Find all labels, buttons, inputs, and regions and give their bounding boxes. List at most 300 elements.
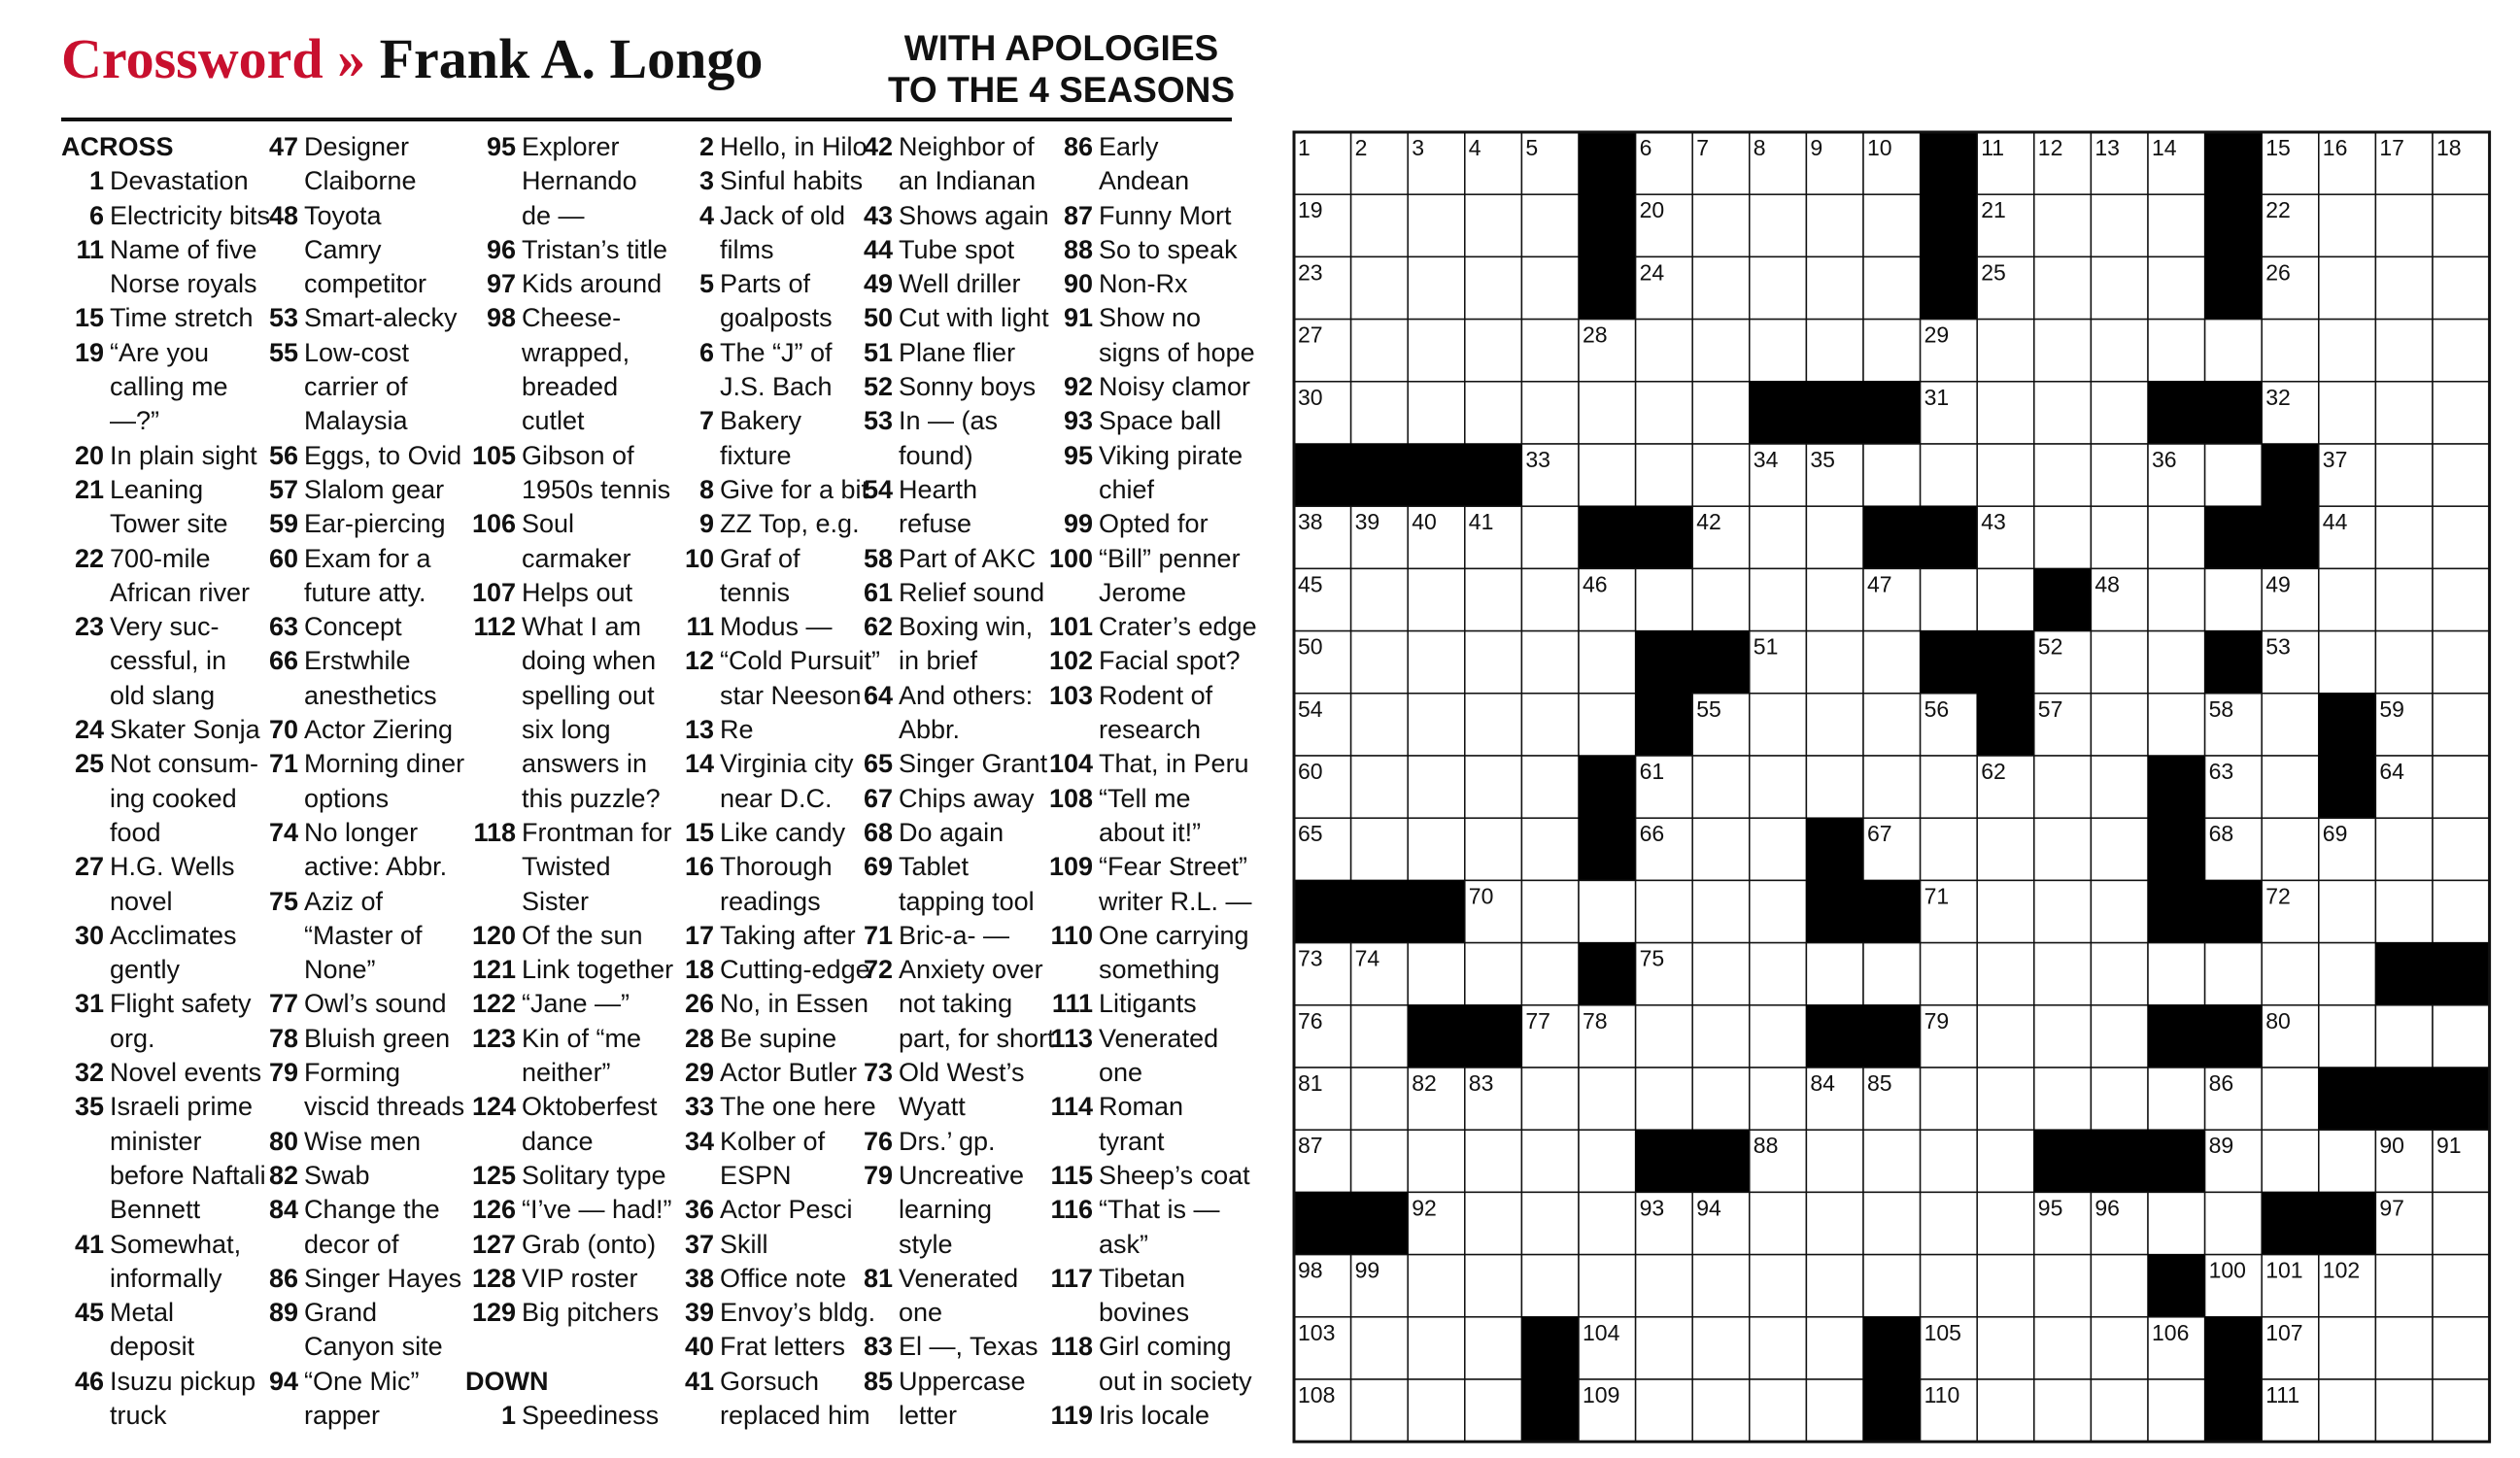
clue-number: 31	[74, 989, 104, 1019]
grid-cell[interactable]	[1408, 320, 1465, 382]
crossword-grid[interactable]	[1292, 130, 2497, 1443]
grid-cell[interactable]	[1521, 506, 1579, 568]
grid-cell[interactable]	[2091, 1379, 2148, 1441]
grid-cell[interactable]	[1521, 568, 1579, 630]
grid-cell[interactable]	[1750, 818, 1807, 880]
grid-cell[interactable]	[1750, 756, 1807, 818]
clue-line	[675, 233, 880, 267]
grid-cell[interactable]	[1521, 1192, 1579, 1254]
grid-cell[interactable]	[1750, 256, 1807, 319]
grid-cell[interactable]	[1636, 1317, 1693, 1379]
clue-number: 32	[74, 1058, 104, 1088]
grid-cell[interactable]	[1806, 631, 1863, 694]
grid-cell[interactable]	[2375, 194, 2433, 256]
grid-cell[interactable]	[1521, 818, 1579, 880]
grid-cell[interactable]	[1692, 818, 1750, 880]
block-cell	[1636, 506, 1693, 568]
grid-cell[interactable]	[2319, 194, 2376, 256]
grid-cell[interactable]	[2433, 1379, 2490, 1441]
grid-cell[interactable]	[1579, 1130, 1636, 1192]
clue-number: 61	[863, 577, 893, 607]
grid-cell[interactable]	[1806, 943, 1863, 1005]
grid-cell[interactable]	[1465, 943, 1522, 1005]
grid-cell[interactable]	[2375, 320, 2433, 382]
grid-cell[interactable]	[1636, 382, 1693, 444]
grid-cell[interactable]	[2433, 1005, 2490, 1068]
grid-cell[interactable]	[1465, 756, 1522, 818]
grid-cell[interactable]	[2375, 880, 2433, 942]
grid-cell[interactable]	[1863, 444, 1921, 506]
clue-number: 106	[471, 509, 516, 539]
grid-cell[interactable]	[2034, 943, 2092, 1005]
grid-cell[interactable]	[1750, 1379, 1807, 1441]
grid-cell[interactable]	[2375, 382, 2433, 444]
clue-line	[265, 885, 464, 919]
grid-cell[interactable]	[1692, 880, 1750, 942]
grid-cell[interactable]	[2148, 506, 2205, 568]
grid-cell[interactable]	[1636, 320, 1693, 382]
grid-cell[interactable]	[2375, 1005, 2433, 1068]
grid-cell[interactable]	[1921, 943, 1978, 1005]
grid-cell[interactable]	[1465, 631, 1522, 694]
grid-cell[interactable]	[1806, 1130, 1863, 1192]
grid-cell[interactable]	[1465, 1130, 1522, 1192]
grid-cell[interactable]	[1521, 631, 1579, 694]
grid-cell[interactable]	[1408, 943, 1465, 1005]
grid-cell[interactable]	[1750, 320, 1807, 382]
clue-line	[675, 199, 880, 233]
grid-cell[interactable]	[2262, 694, 2319, 756]
grid-cell[interactable]	[1579, 1192, 1636, 1254]
grid-cell[interactable]	[1921, 1130, 1978, 1192]
grid-cell[interactable]	[1521, 943, 1579, 1005]
grid-cell[interactable]	[1408, 1317, 1465, 1379]
clue-line	[1042, 1193, 1257, 1227]
grid-cell[interactable]	[2034, 506, 2092, 568]
grid-cell[interactable]	[2091, 320, 2148, 382]
grid-cell[interactable]	[1692, 756, 1750, 818]
grid-cell[interactable]	[2034, 320, 2092, 382]
clue-line	[1042, 1022, 1257, 1056]
grid-cell[interactable]	[1921, 1255, 1978, 1317]
clue-number: 55	[268, 337, 298, 367]
grid-cell[interactable]	[2148, 694, 2205, 756]
grid-cell[interactable]	[1351, 756, 1409, 818]
grid-cell[interactable]	[1351, 818, 1409, 880]
grid-cell[interactable]	[1863, 1255, 1921, 1317]
grid-cell[interactable]	[2205, 568, 2263, 630]
clue-text: Exam for a	[304, 543, 431, 573]
clue-text: Funny Mort	[1099, 200, 1232, 230]
grid-cell[interactable]	[2433, 568, 2490, 630]
grid-cell[interactable]	[2034, 818, 2092, 880]
grid-cell[interactable]	[1977, 382, 2034, 444]
grid-cell[interactable]	[1806, 694, 1863, 756]
grid-cell[interactable]	[1521, 256, 1579, 319]
grid-cell[interactable]	[2262, 756, 2319, 818]
grid-cell[interactable]	[2433, 256, 2490, 319]
clue-line	[465, 713, 673, 747]
grid-cell[interactable]	[1351, 1005, 1409, 1068]
grid-cell[interactable]	[1750, 1317, 1807, 1379]
grid-cell[interactable]	[1692, 1379, 1750, 1441]
grid-cell[interactable]	[2091, 1317, 2148, 1379]
grid-cell[interactable]	[1921, 818, 1978, 880]
grid-cell[interactable]	[1408, 194, 1465, 256]
grid-cell[interactable]	[1921, 444, 1978, 506]
grid-cell[interactable]	[1806, 320, 1863, 382]
grid-cell[interactable]	[1806, 506, 1863, 568]
grid-cell[interactable]	[1408, 818, 1465, 880]
grid-cell[interactable]	[2205, 320, 2263, 382]
grid-cell[interactable]	[1351, 256, 1409, 319]
grid-cell[interactable]	[2319, 320, 2376, 382]
grid-cell[interactable]	[1806, 194, 1863, 256]
clue-line	[675, 610, 880, 644]
grid-cell[interactable]	[1351, 1130, 1409, 1192]
grid-cell[interactable]	[2375, 1379, 2433, 1441]
clue-number: 23	[74, 612, 104, 642]
grid-cell[interactable]	[2375, 256, 2433, 319]
grid-cell[interactable]	[1921, 1192, 1978, 1254]
clue-number: 83	[863, 1332, 893, 1362]
grid-cell[interactable]	[2091, 694, 2148, 756]
grid-cell[interactable]	[1692, 256, 1750, 319]
grid-cell[interactable]	[1863, 631, 1921, 694]
grid-cell[interactable]	[2319, 256, 2376, 319]
grid-cell[interactable]	[2262, 1130, 2319, 1192]
grid-cell[interactable]	[1863, 694, 1921, 756]
grid-cell[interactable]	[1750, 568, 1807, 630]
clue-text: de —	[522, 200, 585, 230]
grid-cell[interactable]	[2034, 256, 2092, 319]
grid-cell[interactable]	[2433, 631, 2490, 694]
grid-cell[interactable]	[1351, 1379, 1409, 1441]
block-cell	[1636, 1130, 1693, 1192]
grid-cell[interactable]	[1750, 943, 1807, 1005]
grid-cell[interactable]	[1465, 194, 1522, 256]
grid-cell[interactable]	[2091, 382, 2148, 444]
grid-cell[interactable]	[1750, 1005, 1807, 1068]
grid-cell[interactable]	[1351, 320, 1409, 382]
grid-cell[interactable]	[2375, 1317, 2433, 1379]
cell-number: 17	[2379, 135, 2404, 160]
grid-cell[interactable]	[2091, 1005, 2148, 1068]
grid-cell[interactable]	[1750, 194, 1807, 256]
grid-cell[interactable]	[1465, 1317, 1522, 1379]
grid-cell[interactable]	[1977, 880, 2034, 942]
grid-cell[interactable]	[1806, 756, 1863, 818]
grid-cell[interactable]	[1692, 568, 1750, 630]
grid-cell[interactable]	[2433, 818, 2490, 880]
grid-cell[interactable]	[1351, 1317, 1409, 1379]
grid-cell[interactable]	[1579, 1068, 1636, 1130]
clue-line	[265, 1228, 464, 1262]
grid-cell[interactable]	[1977, 1255, 2034, 1317]
clue-text: Rodent of	[1099, 680, 1213, 710]
clue-line	[61, 1330, 270, 1364]
grid-cell[interactable]	[2319, 943, 2376, 1005]
grid-cell[interactable]	[2262, 320, 2319, 382]
clue-line	[1042, 1159, 1257, 1193]
grid-cell[interactable]	[1977, 1068, 2034, 1130]
grid-cell[interactable]	[1408, 1379, 1465, 1441]
grid-cell[interactable]	[2034, 1255, 2092, 1317]
grid-cell[interactable]	[1692, 1068, 1750, 1130]
grid-cell[interactable]	[1408, 756, 1465, 818]
crossword-grid-svg[interactable]	[1292, 130, 2497, 1443]
grid-cell[interactable]	[2205, 943, 2263, 1005]
grid-cell[interactable]	[1692, 320, 1750, 382]
grid-cell[interactable]	[1579, 694, 1636, 756]
grid-cell[interactable]	[2262, 943, 2319, 1005]
grid-cell[interactable]	[2034, 382, 2092, 444]
grid-cell[interactable]	[1465, 256, 1522, 319]
grid-cell[interactable]	[2375, 444, 2433, 506]
grid-cell[interactable]	[2375, 568, 2433, 630]
grid-cell[interactable]	[1863, 943, 1921, 1005]
grid-cell[interactable]	[2375, 506, 2433, 568]
grid-cell[interactable]	[1636, 880, 1693, 942]
grid-cell[interactable]	[2034, 1379, 2092, 1441]
grid-cell[interactable]	[2148, 1068, 2205, 1130]
clue-line	[465, 1399, 673, 1433]
grid-cell[interactable]	[1636, 568, 1693, 630]
grid-cell[interactable]	[2091, 194, 2148, 256]
grid-cell[interactable]	[1465, 1192, 1522, 1254]
grid-cell[interactable]	[1977, 1130, 2034, 1192]
grid-cell[interactable]	[1521, 880, 1579, 942]
grid-cell[interactable]	[1351, 382, 1409, 444]
grid-cell[interactable]	[2433, 880, 2490, 942]
grid-cell[interactable]	[2433, 506, 2490, 568]
grid-cell[interactable]	[2319, 631, 2376, 694]
grid-cell[interactable]	[1579, 631, 1636, 694]
grid-cell[interactable]	[1863, 1130, 1921, 1192]
grid-cell[interactable]	[1806, 256, 1863, 319]
grid-cell[interactable]	[2091, 1255, 2148, 1317]
grid-cell[interactable]	[2148, 568, 2205, 630]
grid-cell[interactable]	[1465, 382, 1522, 444]
grid-cell[interactable]	[2034, 444, 2092, 506]
grid-cell[interactable]	[2319, 568, 2376, 630]
grid-cell[interactable]	[2091, 818, 2148, 880]
grid-cell[interactable]	[2091, 506, 2148, 568]
grid-cell[interactable]	[1521, 1255, 1579, 1317]
grid-cell[interactable]	[2375, 631, 2433, 694]
grid-cell[interactable]	[2205, 1192, 2263, 1254]
grid-cell[interactable]	[1863, 320, 1921, 382]
clue-line	[1042, 919, 1257, 953]
grid-cell[interactable]	[2148, 943, 2205, 1005]
clue-line	[860, 1365, 1055, 1399]
grid-cell[interactable]	[1750, 1192, 1807, 1254]
grid-cell[interactable]	[2433, 444, 2490, 506]
grid-cell[interactable]	[1750, 1068, 1807, 1130]
grid-cell[interactable]	[1921, 756, 1978, 818]
grid-cell[interactable]	[2034, 1317, 2092, 1379]
grid-cell[interactable]	[2319, 880, 2376, 942]
grid-cell[interactable]	[1636, 1005, 1693, 1068]
clue-number: 18	[684, 955, 714, 985]
grid-cell[interactable]	[1408, 382, 1465, 444]
grid-cell[interactable]	[1863, 756, 1921, 818]
grid-cell[interactable]	[1977, 1192, 2034, 1254]
grid-cell[interactable]	[2433, 1192, 2490, 1254]
grid-cell[interactable]	[1636, 444, 1693, 506]
clue-number: 115	[1050, 1160, 1093, 1190]
grid-cell[interactable]	[1977, 1005, 2034, 1068]
grid-cell[interactable]	[1351, 568, 1409, 630]
grid-cell[interactable]	[1579, 382, 1636, 444]
grid-cell[interactable]	[1692, 1317, 1750, 1379]
grid-cell[interactable]	[1750, 880, 1807, 942]
clue-number: 71	[863, 920, 893, 950]
grid-cell[interactable]	[2375, 1255, 2433, 1317]
grid-cell[interactable]	[1977, 1317, 2034, 1379]
grid-cell[interactable]	[1579, 880, 1636, 942]
grid-cell[interactable]	[2034, 194, 2092, 256]
grid-cell[interactable]	[1750, 694, 1807, 756]
grid-cell[interactable]	[1408, 1255, 1465, 1317]
grid-cell[interactable]	[1750, 1255, 1807, 1317]
grid-cell[interactable]	[2091, 631, 2148, 694]
grid-cell[interactable]	[1408, 631, 1465, 694]
grid-cell[interactable]	[2319, 1379, 2376, 1441]
grid-cell[interactable]	[2433, 382, 2490, 444]
grid-cell[interactable]	[1408, 568, 1465, 630]
grid-cell[interactable]	[2433, 756, 2490, 818]
grid-cell[interactable]	[2433, 194, 2490, 256]
clue-line	[265, 644, 464, 678]
grid-cell[interactable]	[2034, 880, 2092, 942]
grid-cell[interactable]	[1692, 444, 1750, 506]
grid-cell[interactable]	[1692, 194, 1750, 256]
grid-cell[interactable]	[1692, 382, 1750, 444]
grid-cell[interactable]	[2148, 1192, 2205, 1254]
clue-number: 46	[74, 1366, 104, 1396]
grid-cell[interactable]	[1465, 320, 1522, 382]
cell-number: 87	[1298, 1133, 1323, 1159]
clue-number: 54	[863, 474, 893, 504]
grid-cell[interactable]	[1863, 1192, 1921, 1254]
grid-cell[interactable]	[2091, 1068, 2148, 1130]
grid-cell[interactable]	[1521, 320, 1579, 382]
grid-cell[interactable]	[2375, 818, 2433, 880]
grid-cell[interactable]	[2319, 1130, 2376, 1192]
grid-cell[interactable]	[2433, 1255, 2490, 1317]
grid-cell[interactable]	[1636, 1379, 1693, 1441]
grid-cell[interactable]	[1806, 1317, 1863, 1379]
grid-cell[interactable]	[1636, 1068, 1693, 1130]
grid-cell[interactable]	[2319, 1005, 2376, 1068]
grid-cell[interactable]	[2091, 943, 2148, 1005]
grid-cell[interactable]	[2433, 320, 2490, 382]
grid-cell[interactable]	[1465, 694, 1522, 756]
grid-cell[interactable]	[1521, 756, 1579, 818]
clue-number: 82	[268, 1160, 298, 1190]
grid-cell[interactable]	[1521, 1068, 1579, 1130]
grid-cell[interactable]	[1521, 1130, 1579, 1192]
grid-cell[interactable]	[1977, 320, 2034, 382]
grid-cell[interactable]	[2148, 1379, 2205, 1441]
grid-cell[interactable]	[2205, 444, 2263, 506]
grid-cell[interactable]	[1408, 1130, 1465, 1192]
grid-cell[interactable]	[1521, 194, 1579, 256]
grid-cell[interactable]	[1351, 1068, 1409, 1130]
grid-cell[interactable]	[1692, 943, 1750, 1005]
grid-cell[interactable]	[1465, 568, 1522, 630]
grid-cell[interactable]	[2034, 756, 2092, 818]
grid-cell[interactable]	[1806, 1192, 1863, 1254]
grid-cell[interactable]	[1465, 1379, 1522, 1441]
grid-cell[interactable]	[2034, 1068, 2092, 1130]
grid-cell[interactable]	[1351, 194, 1409, 256]
grid-cell[interactable]	[1351, 694, 1409, 756]
grid-cell[interactable]	[1636, 1255, 1693, 1317]
grid-cell[interactable]	[1465, 1255, 1522, 1317]
grid-cell[interactable]	[2148, 631, 2205, 694]
grid-cell[interactable]	[1863, 194, 1921, 256]
grid-cell[interactable]	[1408, 694, 1465, 756]
grid-cell[interactable]	[1806, 1379, 1863, 1441]
grid-cell[interactable]	[1921, 568, 1978, 630]
grid-cell[interactable]	[1692, 1005, 1750, 1068]
grid-cell[interactable]	[1521, 382, 1579, 444]
grid-cell[interactable]	[1750, 506, 1807, 568]
clue-text: Toyota	[304, 200, 382, 230]
grid-cell[interactable]	[2091, 444, 2148, 506]
grid-cell[interactable]	[1806, 1255, 1863, 1317]
grid-cell[interactable]	[1977, 943, 2034, 1005]
grid-cell[interactable]	[2262, 818, 2319, 880]
grid-cell[interactable]	[2433, 694, 2490, 756]
grid-cell[interactable]	[1408, 256, 1465, 319]
grid-cell[interactable]	[2148, 320, 2205, 382]
grid-cell[interactable]	[1579, 444, 1636, 506]
grid-cell[interactable]	[1921, 1068, 1978, 1130]
grid-cell[interactable]	[1863, 256, 1921, 319]
clue-number: 80	[268, 1126, 298, 1156]
grid-cell[interactable]	[2034, 1005, 2092, 1068]
grid-cell[interactable]	[2319, 382, 2376, 444]
clue-line	[860, 576, 1055, 610]
grid-cell[interactable]	[2091, 256, 2148, 319]
clue-number: 111	[1051, 989, 1093, 1019]
grid-cell[interactable]	[1806, 568, 1863, 630]
clue-line	[675, 1296, 880, 1330]
grid-cell[interactable]	[1977, 1379, 2034, 1441]
grid-cell[interactable]	[1351, 631, 1409, 694]
clue-number: 11	[686, 612, 714, 642]
grid-cell[interactable]	[1521, 694, 1579, 756]
clue-line	[860, 233, 1055, 267]
grid-cell[interactable]	[1977, 818, 2034, 880]
clue-line	[1042, 816, 1257, 850]
grid-cell[interactable]	[1692, 1255, 1750, 1317]
grid-cell[interactable]	[1977, 568, 2034, 630]
grid-cell[interactable]	[2262, 1068, 2319, 1130]
grid-cell[interactable]	[1465, 818, 1522, 880]
grid-cell[interactable]	[2091, 756, 2148, 818]
grid-cell[interactable]	[2319, 1317, 2376, 1379]
grid-cell[interactable]	[2148, 256, 2205, 319]
grid-cell[interactable]	[2148, 194, 2205, 256]
grid-cell[interactable]	[1579, 1255, 1636, 1317]
grid-cell[interactable]	[1977, 444, 2034, 506]
grid-cell[interactable]	[2091, 880, 2148, 942]
grid-cell[interactable]	[2433, 1317, 2490, 1379]
